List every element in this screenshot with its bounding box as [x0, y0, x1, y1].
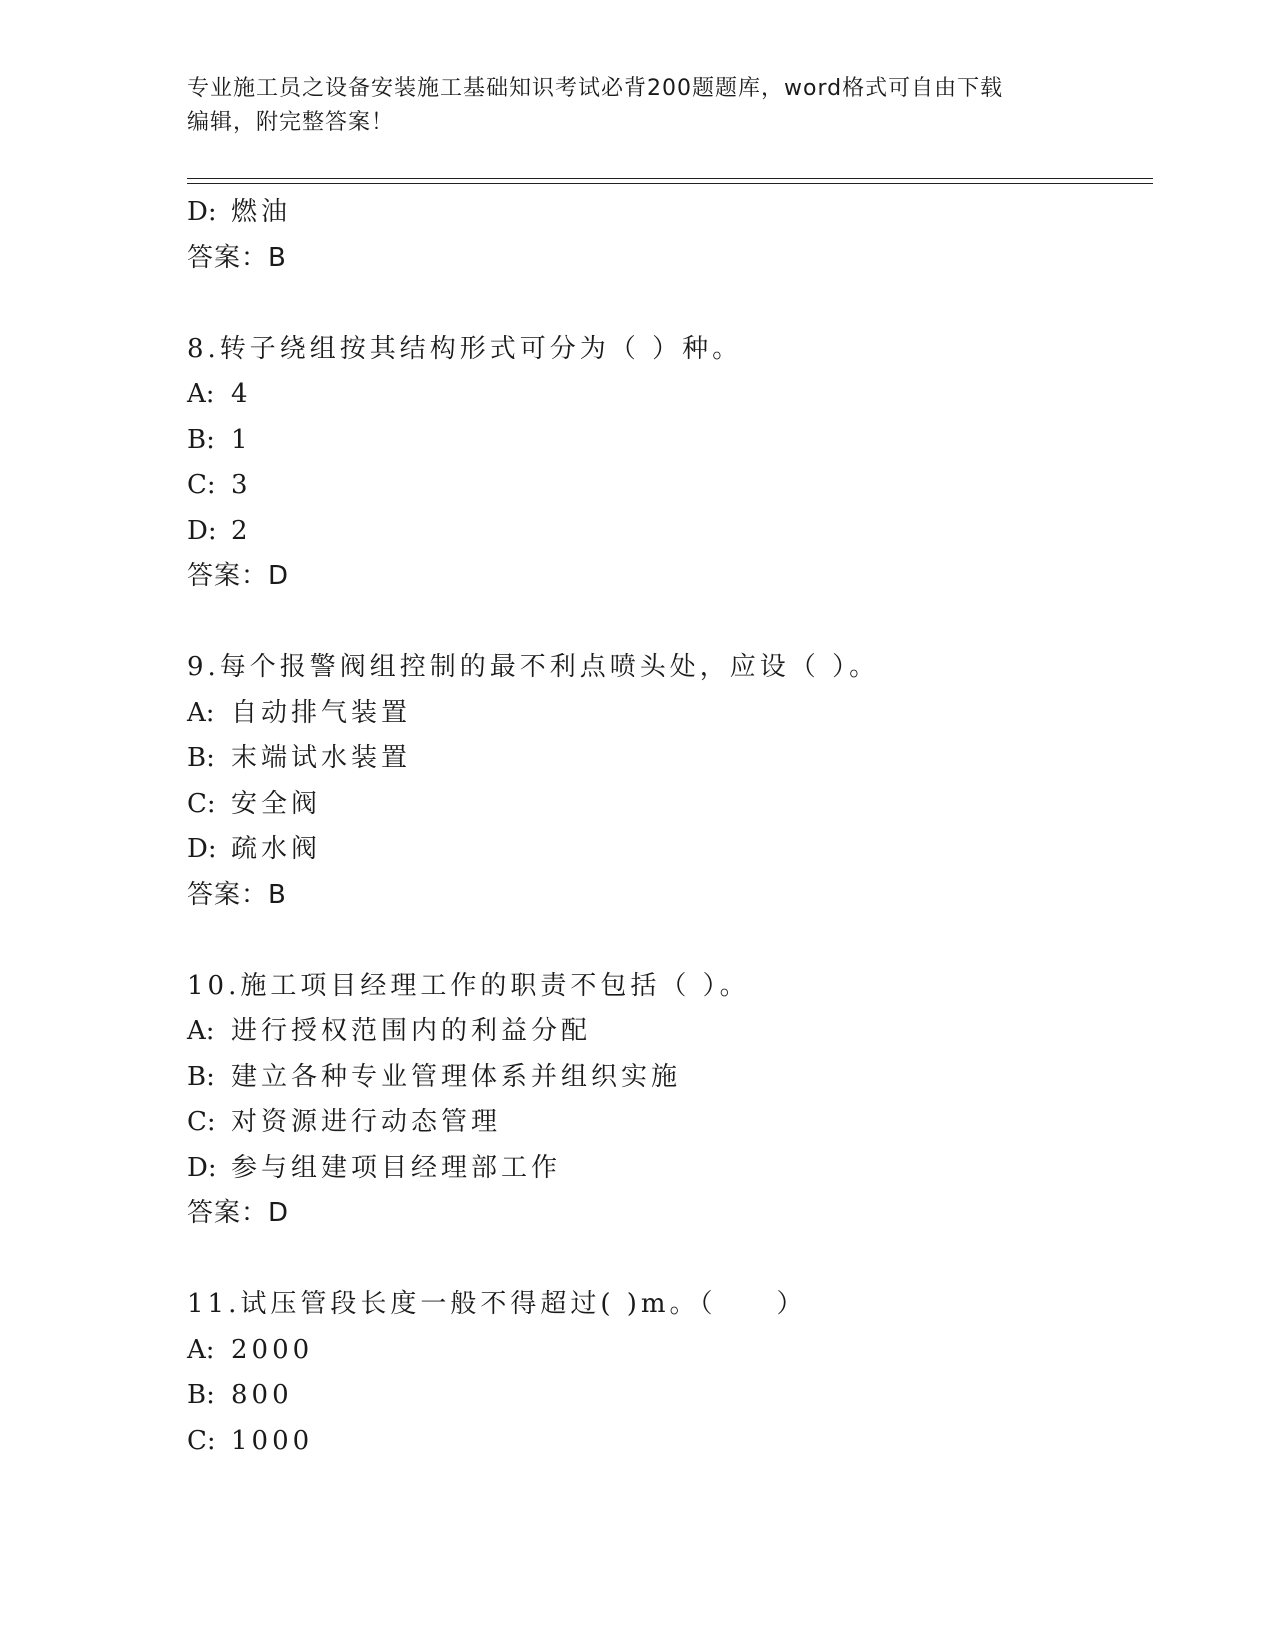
answer-line: 答案：B: [187, 879, 287, 910]
option-label: A:: [187, 697, 215, 728]
option-c: [187, 782, 1147, 828]
question-11: [187, 1282, 1147, 1464]
option-text: 末端试水装置: [231, 743, 412, 773]
option-d: [187, 1146, 1147, 1192]
option-label: C:: [187, 1425, 216, 1456]
option-text: 3: [231, 470, 252, 500]
option-text: 自动排气装置: [231, 697, 412, 728]
option-text: 1000: [231, 1425, 314, 1456]
option-c: [187, 1100, 1147, 1146]
option-text: 800: [231, 1380, 293, 1410]
header-title-line-2: 编辑，附完整答案！: [187, 110, 395, 135]
question-stem: 8.转子绕组按其结构形式可分为（ ）种。: [187, 333, 743, 364]
question-9: [187, 645, 1147, 918]
document-header: [187, 72, 1077, 140]
option-label: C:: [187, 788, 216, 819]
option-text: 1: [231, 424, 252, 455]
option-text: 燃油: [231, 197, 292, 227]
question-stem: 10.施工项目经理工作的职责不包括（ ）。: [187, 970, 750, 1001]
option-label: A:: [187, 1016, 215, 1046]
option-label: A:: [187, 1334, 215, 1365]
answer-line: 答案：D: [187, 561, 290, 591]
header-divider-top: [187, 178, 1153, 179]
option-b: [187, 418, 1147, 464]
option-label: C:: [187, 1107, 216, 1137]
option-label: D:: [187, 197, 217, 227]
option-label: D:: [187, 834, 217, 864]
option-label: A:: [187, 379, 215, 409]
option-d: [187, 190, 1147, 236]
option-text: 安全阀: [231, 788, 322, 819]
option-label: B:: [187, 424, 215, 455]
option-label: B:: [187, 743, 215, 773]
option-text: 疏水阀: [231, 834, 322, 864]
option-label: B:: [187, 1061, 215, 1092]
question-stem: 9.每个报警阀组控制的最不利点喷头处，应设（ ）。: [187, 652, 880, 682]
question-7-continued: [187, 190, 1147, 281]
option-text: 参与组建项目经理部工作: [231, 1152, 562, 1183]
answer-line: 答案：D: [187, 1198, 290, 1228]
option-text: 建立各种专业管理体系并组织实施: [231, 1061, 682, 1092]
option-text: 对资源进行动态管理: [231, 1107, 502, 1137]
option-d: [187, 827, 1147, 873]
option-text: 2000: [231, 1334, 314, 1365]
option-a: [187, 372, 1147, 418]
option-label: D:: [187, 1152, 217, 1183]
answer-line: 答案：B: [187, 242, 287, 273]
option-text: 2: [231, 515, 252, 546]
option-d: [187, 509, 1147, 555]
option-label: C:: [187, 470, 216, 500]
question-content: [187, 190, 1147, 1464]
option-c: [187, 463, 1147, 509]
spacer: [187, 281, 1147, 327]
option-label: D:: [187, 515, 217, 546]
question-stem: 11.试压管段长度一般不得超过( )m。（ ）: [187, 1289, 807, 1319]
option-b: [187, 1373, 1147, 1419]
option-b: [187, 736, 1147, 782]
option-c: [187, 1419, 1147, 1465]
header-title-line-1: 专业施工员之设备安装施工基础知识考试必背200题题库，word格式可自由下载: [187, 76, 1004, 101]
option-text: 4: [231, 379, 252, 409]
option-b: [187, 1055, 1147, 1101]
option-a: [187, 1328, 1147, 1374]
header-divider-bottom: [187, 183, 1153, 184]
question-8: [187, 327, 1147, 600]
spacer: [187, 918, 1147, 964]
option-a: [187, 1009, 1147, 1055]
spacer: [187, 1237, 1147, 1283]
option-label: B:: [187, 1380, 215, 1410]
option-text: 进行授权范围内的利益分配: [231, 1016, 592, 1046]
spacer: [187, 600, 1147, 646]
option-a: [187, 691, 1147, 737]
question-10: [187, 964, 1147, 1237]
